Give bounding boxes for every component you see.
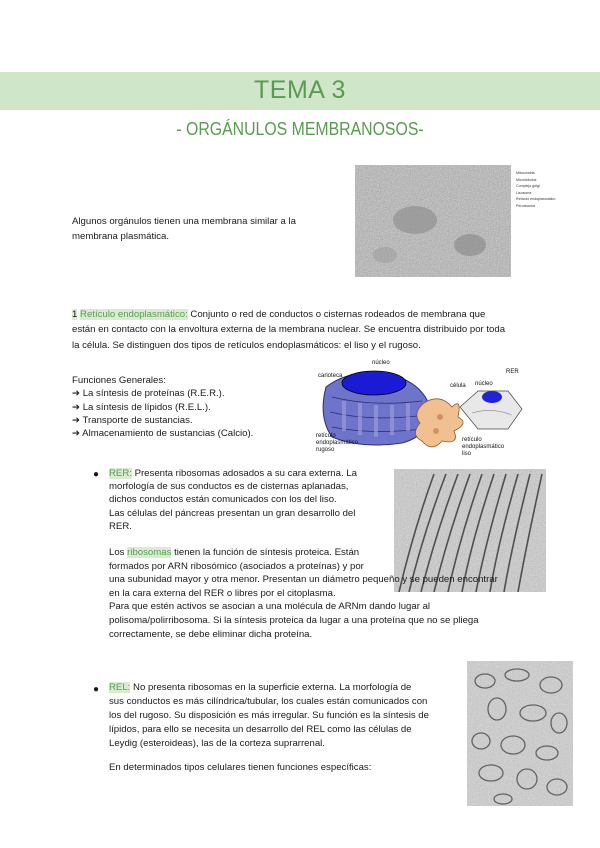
list-item: ➔ La síntesis de lípidos (R.E.L.). — [72, 401, 211, 413]
micrograph-annotations — [516, 170, 556, 209]
ribo-line: en la cara externa del RER o libres por el citoplasma. — [109, 587, 336, 599]
ribo-line: correctamente, se debe eliminar dicha proteína. — [109, 628, 313, 640]
intro-line: membrana plasmática. — [72, 231, 170, 243]
re-line — [72, 307, 542, 322]
annotation: Lisosoma — [516, 190, 532, 195]
rel-paragraph — [109, 681, 429, 774]
label-ret-rugoso: retículo — [316, 433, 336, 439]
rel-term: REL: — [109, 682, 131, 693]
ribo-line: Para que estén activos se asocian a una molécula de ARNm dando lugar al — [109, 601, 431, 613]
cell-micrograph-image — [355, 165, 511, 277]
ribo-line: polisoma/polirribosoma. Si la síntesis proteica da lugar a una proteína que no se pliega — [109, 614, 479, 626]
rel-line: lípidos, para ello se necesita un desarrollo del REL como las células de — [109, 723, 412, 735]
er-diagram — [312, 357, 530, 457]
label-nucleo: núcleo — [372, 360, 390, 366]
ribo-text: tienen la función de síntesis proteica. Están — [171, 547, 360, 558]
rel-line: En determinados tipos celulares tienen funciones específicas: — [109, 761, 372, 773]
label-carioteca: carioteca — [318, 373, 343, 379]
ribo-line: una subunidad mayor y otra menor. Presentan un diámetro pequeño y se pueden encontrar — [109, 574, 498, 586]
re-line: están en contacto con la envoltura externa de la membrana nuclear. Se encuentra distribuido por toda — [72, 324, 506, 336]
rel-line: Leydig (esteroideas), las de la corteza suprarrenal. — [109, 737, 325, 749]
label-nucleo2: núcleo — [475, 381, 493, 387]
label-ret-rugoso: rugoso — [316, 447, 335, 453]
re-line: la célula. Se distinguen dos tipos de retículos endoplasmáticos: el liso y el rugoso. — [72, 339, 421, 351]
ribosomas-term: ribosomas — [127, 547, 172, 558]
rer-line: morfología de sus conductos es de cisternas aplanadas, — [109, 481, 349, 493]
re-section — [72, 307, 542, 353]
section-heading: Retículo endoplasmático: — [80, 309, 188, 320]
rer-line — [109, 467, 357, 480]
bullet: ● — [93, 469, 100, 480]
rel-line — [109, 681, 429, 695]
ribo-text: Los — [109, 547, 128, 558]
bullet: ● — [93, 684, 100, 695]
rer-text: Presenta ribosomas adosados a su cara externa. La — [131, 468, 357, 479]
ribosomas-paragraph — [109, 546, 498, 641]
ribo-line — [109, 546, 498, 560]
rer-term: RER: — [109, 468, 132, 479]
funciones-list — [72, 374, 253, 440]
list-item: ➔ Transporte de sustancias. — [72, 414, 193, 426]
intro-paragraph — [72, 214, 296, 245]
rel-text: No presenta ribosomas en la superficie externa. La morfología de — [130, 682, 412, 693]
annotation: Microtúbulos — [516, 177, 537, 182]
page-title: TEMA 3 — [254, 76, 346, 104]
rer-line: RER. — [109, 520, 132, 532]
re-text: Conjunto o red de conductos o cisternas rodeados de membrana que — [187, 309, 486, 320]
spacer — [109, 751, 429, 761]
rer-line: Las células del páncreas presentan un gran desarrollo del — [109, 507, 356, 519]
rel-micrograph-image — [467, 661, 573, 806]
label-ret-rugoso: endoplasmático — [316, 440, 359, 446]
rel-line: los del rugoso. Su disposición es más irregular. Su función es la síntesis de — [109, 709, 429, 721]
page-subtitle: - ORGÁNULOS MEMBRANOSOS- — [176, 119, 424, 139]
rer-paragraph — [109, 467, 357, 533]
section-number: 1 — [72, 309, 78, 320]
label-rer: RER — [506, 369, 519, 375]
label-ret-liso: liso — [462, 451, 472, 457]
label-celula: célula — [450, 383, 466, 389]
label-ret-liso: retículo — [462, 437, 482, 443]
funciones-heading: Funciones Generales: — [72, 375, 166, 386]
list-item: ➔ Almacenamiento de sustancias (Calcio). — [72, 428, 254, 440]
rer-line: dichos conductos están comunicados con los del liso. — [109, 494, 337, 506]
annotation: Retículo endoplasmático — [516, 197, 556, 201]
annotation: Mitocondria — [516, 171, 535, 175]
ribo-line: formados por ARN ribosómico (asociados a proteínas) y por — [109, 560, 364, 572]
intro-line: Algunos orgánulos tienen una membrana similar a la — [72, 216, 296, 227]
rel-line: sus conductos es más cilíndrica/tubular, los cuales están comunicados con — [109, 695, 428, 707]
list-item: ➔ La síntesis de proteínas (R.E.R.). — [72, 388, 225, 400]
label-ret-liso: endoplasmático — [462, 444, 505, 450]
annotation: Peroxisoma — [516, 203, 535, 208]
annotation: Complejo golgi — [516, 184, 540, 188]
